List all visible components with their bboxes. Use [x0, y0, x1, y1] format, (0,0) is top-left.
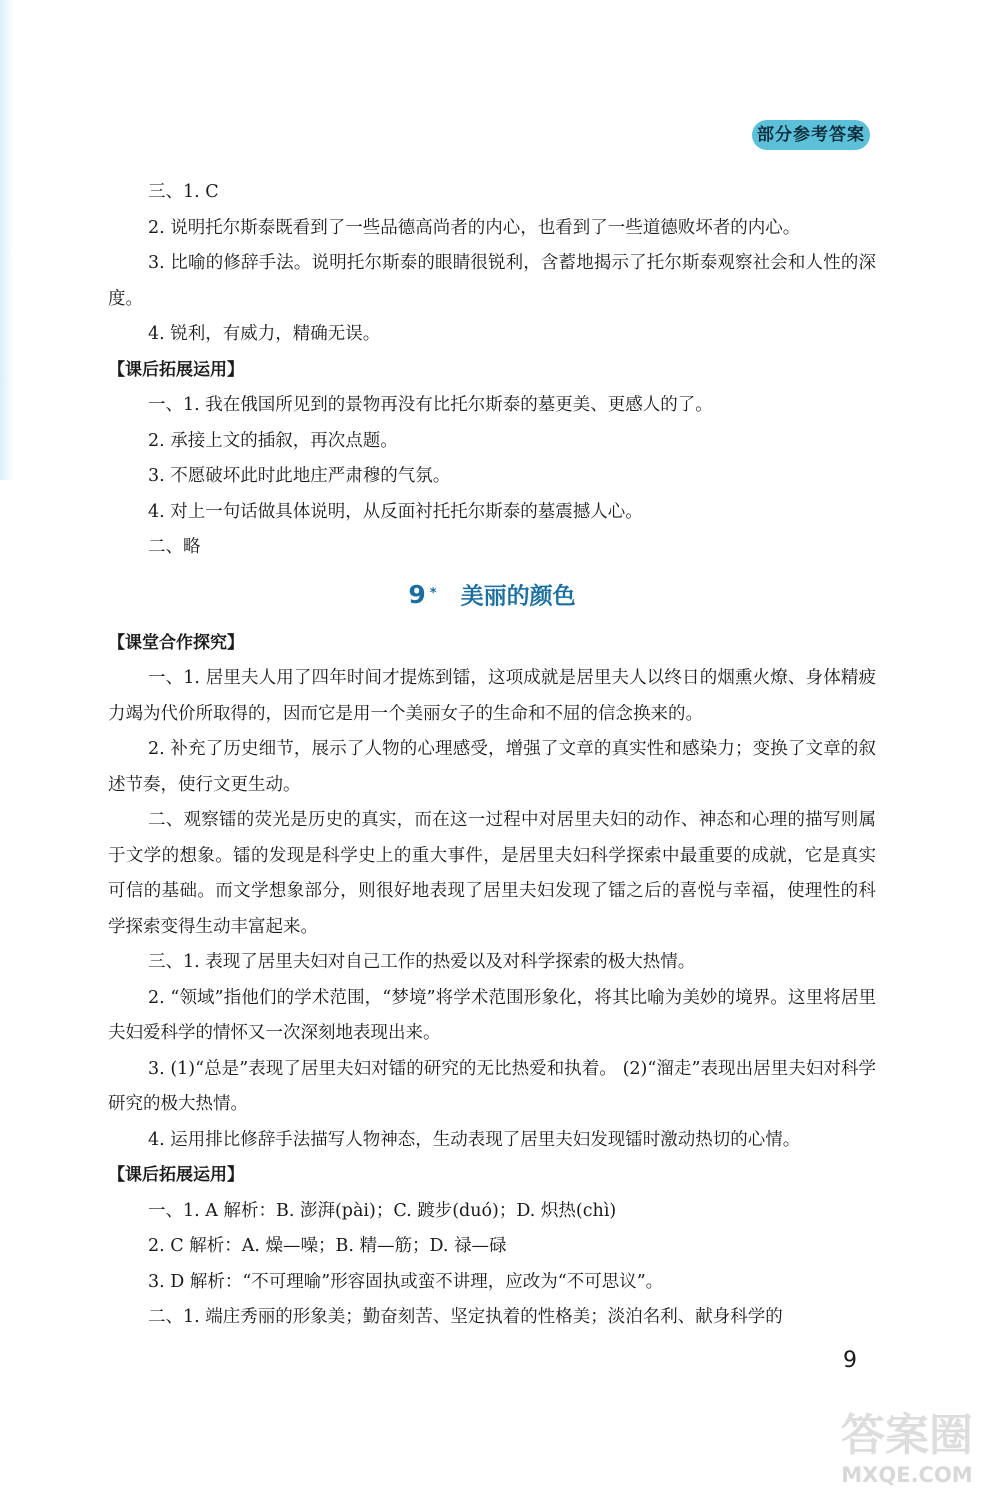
section-star-mark: *	[429, 585, 437, 601]
page-edge-strip	[0, 0, 14, 480]
answer-line: 一、1. A 解析：B. 澎湃(pài)；C. 踱步(duó)；D. 炽热(chì)	[148, 1200, 617, 1221]
page-number: 9	[843, 1348, 857, 1373]
watermark-logo	[822, 1410, 992, 1495]
subsection-heading: 【课后拓展运用】	[108, 359, 244, 380]
watermark-url: MXQE.COM	[841, 1463, 973, 1487]
section-number: 9	[408, 579, 426, 609]
answer-paragraph: 3. 比喻的修辞手法。说明托尔斯泰的眼睛很锐利，含蓄地揭示了托尔斯泰观察社会和人性的深度。	[108, 253, 876, 309]
answer-line: 2. 承接上文的插叙，再次点题。	[148, 430, 398, 451]
subsection-heading: 【课后拓展运用】	[108, 1165, 244, 1185]
answer-paragraph: 二、观察镭的荧光是历史的真实，而在这一过程中对居里夫妇的动作、神态和心理的描写则属于文学的想象。镭的发现是科学史上的重大事件，是居里夫妇科学探索中最重要的成就，它是真实可信的基础。而文学想象部分，则很好地表现了居里夫妇发现了镭之后的喜悦与幸福，使理性的科学探索变得生动丰富起来。	[108, 810, 876, 937]
answer-paragraph: 2. “领域”指他们的学术范围，“梦境”将学术范围形象化，将其比喻为美妙的境界。这里将居里夫妇爱科学的情怀又一次深刻地表现出来。	[108, 987, 876, 1043]
answer-line: 二、略	[148, 537, 201, 557]
answer-line: 3. 不愿破坏此时此地庄严肃穆的气氛。	[148, 466, 451, 486]
answer-line: 三、1. C	[148, 182, 219, 202]
answer-line: 2. C 解析：A. 燥—噪；B. 精—筋；D. 禄—碌	[148, 1236, 507, 1256]
answer-line: 4. 锐利，有威力，精确无误。	[148, 324, 381, 344]
answer-line: 4. 运用排比修辞手法描写人物神态，生动表现了居里夫妇发现镭时激动热切的心情。	[148, 1129, 801, 1150]
answer-line: 4. 对上一句话做具体说明，从反面衬托托尔斯泰的墓震撼人心。	[148, 501, 643, 522]
answer-line: 二、1. 端庄秀丽的形象美；勤奋刻苦、坚定执着的性格美；淡泊名利、献身科学的	[148, 1307, 783, 1327]
header-badge: 部分参考答案	[752, 120, 870, 150]
answer-line: 三、1. 表现了居里夫妇对自己工作的热爱以及对科学探索的极大热情。	[148, 952, 696, 972]
answer-line: 2. 说明托尔斯泰既看到了一些品德高尚者的内心，也看到了一些道德败坏者的内心。	[148, 217, 801, 238]
watermark-text: 答案圈	[841, 1410, 973, 1461]
answer-line: 3. D 解析：“不可理喻”形容固执或蛮不讲理，应改为“不可思议”。	[148, 1271, 664, 1292]
answer-paragraph: 3. (1)“总是”表现了居里夫妇对镭的研究的无比热爱和执着。 (2)“溜走”表现出居里夫妇对科学研究的极大热情。	[108, 1058, 876, 1114]
answer-paragraph: 2. 补充了历史细节，展示了人物的心理感受，增强了文章的真实性和感染力；变换了文章的叙述节奏，使行文更生动。	[108, 739, 876, 795]
page-content	[108, 175, 876, 1336]
subsection-heading: 【课堂合作探究】	[108, 632, 244, 653]
answer-line: 一、1. 我在俄国所见到的景物再没有比托尔斯泰的墓更美、更感人的了。	[148, 395, 713, 415]
section-title-text: 美丽的颜色	[460, 582, 576, 609]
section-title	[108, 576, 876, 612]
answer-paragraph: 一、1. 居里夫人用了四年时间才提炼到镭，这项成就是居里夫人以终日的烟熏火燎、身体精疲力竭为代价所取得的，因而它是用一个美丽女子的生命和不屈的信念换来的。	[108, 668, 876, 724]
